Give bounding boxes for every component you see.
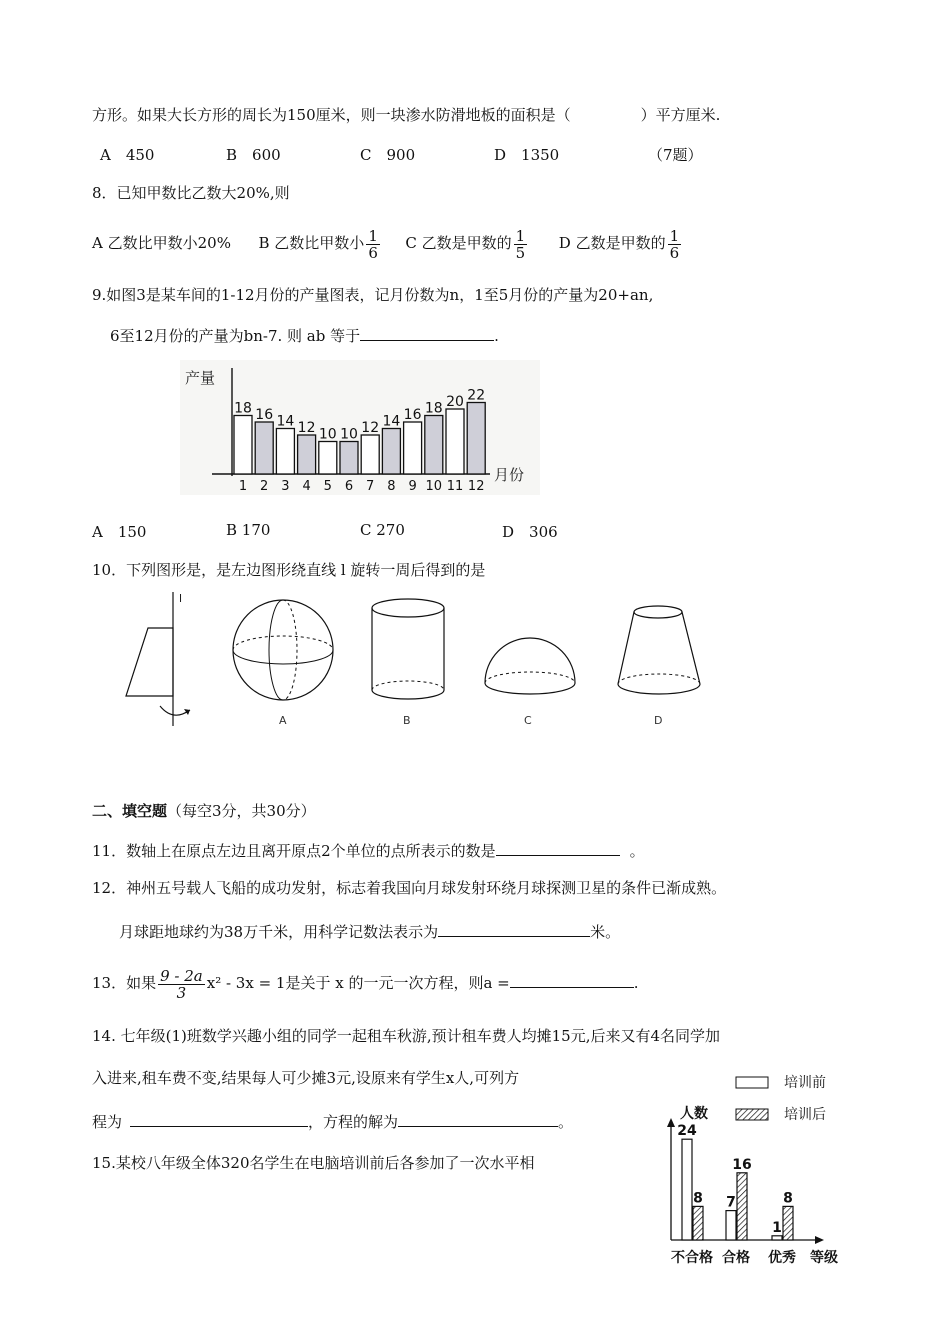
production-bar-12: [467, 403, 485, 475]
legend-label-before: 培训前: [784, 1075, 826, 1091]
q12-line1: 12．神州五号载人飞船的成功发射，标志着我国向月球发射环绕月球探测卫星的条件已渐成熟。: [92, 879, 727, 897]
training-chart-bars: [671, 1123, 796, 1266]
sphere-equator-front: [233, 650, 333, 664]
q9-option-c[interactable]: C 270: [360, 521, 405, 539]
training-chart-legend: [736, 1075, 826, 1123]
q7-text: 方形。如果大长方形的周长为150厘米，则一块渗水防滑地板的面积是（: [92, 106, 571, 124]
frustum-bottom-back: [618, 674, 700, 684]
training-bar-value-0-0: 24: [677, 1123, 697, 1140]
production-bar-value-9: 16: [403, 407, 422, 423]
q12-answer-blank[interactable]: [438, 920, 590, 937]
q7-option-d[interactable]: D 1350: [494, 146, 560, 164]
q14-line1: 14. 七年级(1)班数学兴趣小组的同学一起租车秋游,预计租车费人均摊15元,后来又有4名同学加: [92, 1027, 721, 1045]
q11-text: 11．数轴上在原点左边且离开原点2个单位的点所表示的数是: [92, 842, 496, 860]
production-month-label-10: 10: [425, 479, 443, 494]
q8-frac-c-den: 5: [515, 243, 526, 262]
q14-equation-blank[interactable]: [130, 1110, 308, 1127]
production-bar-5: [319, 442, 337, 475]
option-c-hemisphere[interactable]: [485, 638, 575, 694]
option-b-cylinder[interactable]: [372, 599, 444, 699]
q13-frac-num: 9 - 2a: [160, 966, 203, 985]
production-bar-value-8: 14: [382, 413, 401, 430]
cylinder-top: [372, 599, 444, 617]
production-bar-value-11: 20: [446, 394, 464, 410]
q8-stem: 8．已知甲数比乙数大20%,则: [92, 184, 290, 202]
q8-frac-c-num: 1: [515, 226, 526, 245]
q8-option-d[interactable]: [558, 226, 683, 262]
production-month-label-4: 4: [302, 479, 311, 494]
production-bar-7: [361, 435, 379, 474]
q9-line2-end: .: [494, 327, 499, 345]
training-bar-value-2-1: 8: [783, 1190, 793, 1207]
hemisphere-base-back: [485, 672, 575, 683]
section2-heading: [92, 800, 316, 821]
section2-note: （每空3分，共30分）: [167, 802, 316, 820]
training-category-label-0: 不合格: [671, 1250, 713, 1266]
frustum-top: [634, 606, 682, 618]
production-chart: [180, 360, 540, 495]
option-b-label: B: [403, 714, 411, 727]
production-bar-8: [382, 429, 400, 475]
production-bar-value-3: 14: [276, 413, 295, 430]
production-bar-10: [425, 416, 443, 475]
q15-line: 15.某校八年级全体320名学生在电脑培训前后各参加了一次水平相: [92, 1154, 535, 1172]
q13-prefix: 13．如果: [92, 974, 157, 992]
training-bar-value-0-1: 8: [693, 1190, 703, 1207]
sphere-equator-back: [233, 636, 333, 650]
legend-swatch-after: [736, 1109, 768, 1120]
training-chart-xlabel: 等级: [810, 1250, 838, 1266]
q7-option-b[interactable]: B 600: [226, 146, 281, 164]
production-bar-3: [276, 429, 294, 475]
production-month-label-2: 2: [260, 479, 269, 494]
q12-end: 米。: [590, 923, 621, 941]
q14-line2: 入进来,租车费不变,结果每人可少摊3元,设原来有学生x人,可列方: [92, 1069, 520, 1087]
production-bar-value-10: 18: [424, 400, 443, 417]
q11-end: 。: [629, 842, 645, 860]
rotation-axis-label: l: [179, 592, 183, 605]
production-chart-ylabel: 产量: [185, 369, 216, 387]
q9-line2: [110, 324, 499, 346]
q8-frac-d: [668, 228, 682, 261]
hemisphere-base-front: [485, 683, 575, 694]
production-bar-value-2: 16: [255, 407, 274, 423]
option-d-frustum[interactable]: [618, 606, 700, 694]
training-category-label-2: 优秀: [768, 1250, 796, 1266]
production-bar-value-1: 18: [234, 400, 252, 417]
production-month-label-3: 3: [281, 479, 290, 494]
training-chart-ylabel: 人数: [680, 1106, 708, 1122]
training-bar-2-0: [772, 1236, 782, 1240]
training-bar-1-1: [737, 1173, 747, 1240]
q12-line2: [119, 920, 620, 942]
production-month-label-5: 5: [323, 479, 332, 494]
q7-line: [92, 104, 720, 125]
q8-frac-c: [514, 228, 528, 261]
q10-source-figure: [126, 592, 190, 726]
q13-fraction: [158, 968, 205, 1001]
q8-option-c[interactable]: [405, 226, 529, 262]
q13-answer-blank[interactable]: [510, 971, 634, 988]
q9-option-a[interactable]: A 150: [92, 523, 147, 541]
q8-frac-b: [366, 228, 380, 261]
cylinder-bottom-back: [372, 681, 444, 690]
cylinder-bottom-front: [372, 690, 444, 699]
training-chart: [660, 1072, 850, 1270]
q8-option-b-text: B 乙数比甲数小: [258, 234, 365, 252]
q11-line: [92, 839, 645, 861]
production-month-label-9: 9: [408, 479, 417, 494]
production-bar-6: [340, 442, 358, 475]
q8-frac-b-den: 6: [368, 243, 378, 262]
q14-line3-a: 程为: [92, 1113, 123, 1131]
q8-frac-b-num: 1: [368, 226, 378, 245]
production-bar-value-4: 12: [297, 420, 316, 436]
training-chart-y-arrow: [667, 1118, 675, 1127]
option-a-label: A: [279, 714, 287, 727]
option-c-label: C: [524, 714, 532, 727]
sphere-meridian-front: [269, 600, 283, 700]
q8-frac-d-num: 1: [669, 226, 680, 245]
q14-line3: [92, 1110, 573, 1132]
production-bar-2: [255, 422, 273, 474]
q8-option-c-text: C 乙数是甲数的: [405, 234, 512, 252]
q12-line2-text: 月球距地球约为38万千米，用科学记数法表示为: [119, 923, 439, 941]
q7-option-c[interactable]: C 900: [360, 146, 416, 164]
q9-line1: 9.如图3是某车间的1-12月份的产量图表，记月份数为n，1至5月份的产量为20+an,: [92, 286, 654, 304]
training-bar-1-0: [726, 1211, 736, 1240]
sphere-meridian-back: [283, 600, 297, 700]
frustum-right-side: [682, 612, 700, 684]
q8-option-b[interactable]: [258, 226, 382, 262]
production-bar-9: [404, 422, 422, 474]
q13-frac-den: 3: [176, 983, 187, 1002]
production-month-label-11: 11: [446, 479, 464, 494]
q14-line3-end: 。: [558, 1113, 574, 1131]
q7-text-end: ）平方厘米.: [640, 106, 721, 124]
training-category-label-1: 合格: [722, 1250, 750, 1266]
q9-line2-text: 6至12月份的产量为bn-7. 则 ab 等于: [110, 327, 361, 345]
q7-figure-note: （7题）: [648, 146, 703, 164]
production-month-label-12: 12: [467, 479, 485, 494]
training-bar-0-1: [693, 1206, 703, 1240]
production-bar-value-12: 22: [467, 387, 486, 404]
option-d-label: D: [654, 714, 663, 727]
q9-answer-blank[interactable]: [360, 324, 494, 341]
q8-options: [92, 218, 683, 268]
training-chart-x-arrow: [815, 1236, 824, 1244]
legend-label-after: 培训后: [784, 1107, 826, 1123]
q9-option-b[interactable]: B 170: [226, 521, 271, 539]
q8-option-a[interactable]: A 乙数比甲数小20%: [92, 234, 231, 252]
option-a-sphere[interactable]: [233, 600, 333, 700]
legend-swatch-before: [736, 1077, 768, 1088]
rotation-arrow-head: [184, 709, 190, 715]
q14-solution-blank[interactable]: [398, 1110, 558, 1127]
production-bar-11: [446, 409, 464, 474]
q13-line: [92, 958, 639, 1008]
production-month-label-6: 6: [344, 479, 354, 494]
production-month-label-7: 7: [366, 479, 375, 494]
q10-figures: [118, 588, 718, 733]
hemisphere-dome: [485, 638, 575, 683]
q14-line3-b: ，方程的解为: [308, 1113, 399, 1131]
training-bar-value-1-1: 16: [732, 1156, 752, 1173]
q8-frac-d-den: 6: [669, 243, 680, 262]
section2-title: 二、填空题: [92, 802, 168, 820]
production-chart-xlabel: 月份: [494, 466, 525, 484]
q11-answer-blank[interactable]: [496, 839, 620, 856]
training-bar-0-0: [682, 1139, 692, 1240]
frustum-left-side: [618, 612, 634, 684]
training-bar-value-2-0: 1: [772, 1219, 782, 1236]
production-bar-value-6: 10: [340, 426, 358, 443]
training-bar-value-1-0: 7: [726, 1194, 736, 1211]
production-month-label-8: 8: [387, 479, 396, 494]
frustum-bottom-front: [618, 684, 700, 694]
sphere-outline: [233, 600, 333, 700]
training-bar-2-1: [783, 1206, 793, 1240]
q8-option-d-text: D 乙数是甲数的: [558, 234, 666, 252]
production-bar-value-7: 12: [361, 420, 380, 436]
production-bar-value-5: 10: [318, 426, 337, 443]
production-month-label-1: 1: [238, 479, 248, 494]
q13-end: .: [633, 974, 639, 992]
production-bar-1: [234, 416, 252, 475]
q10-stem: 10．下列图形是，是左边图形绕直线 l 旋转一周后得到的是: [92, 561, 486, 579]
trapezoid-shape: [126, 628, 173, 696]
q13-expr: x² - 3x = 1是关于 x 的一元一次方程，则a =: [206, 974, 510, 992]
q7-answer-space: [571, 104, 641, 120]
q7-option-a[interactable]: A 450: [100, 146, 155, 164]
q9-option-d[interactable]: D 306: [502, 523, 558, 541]
production-bar-4: [298, 435, 316, 474]
